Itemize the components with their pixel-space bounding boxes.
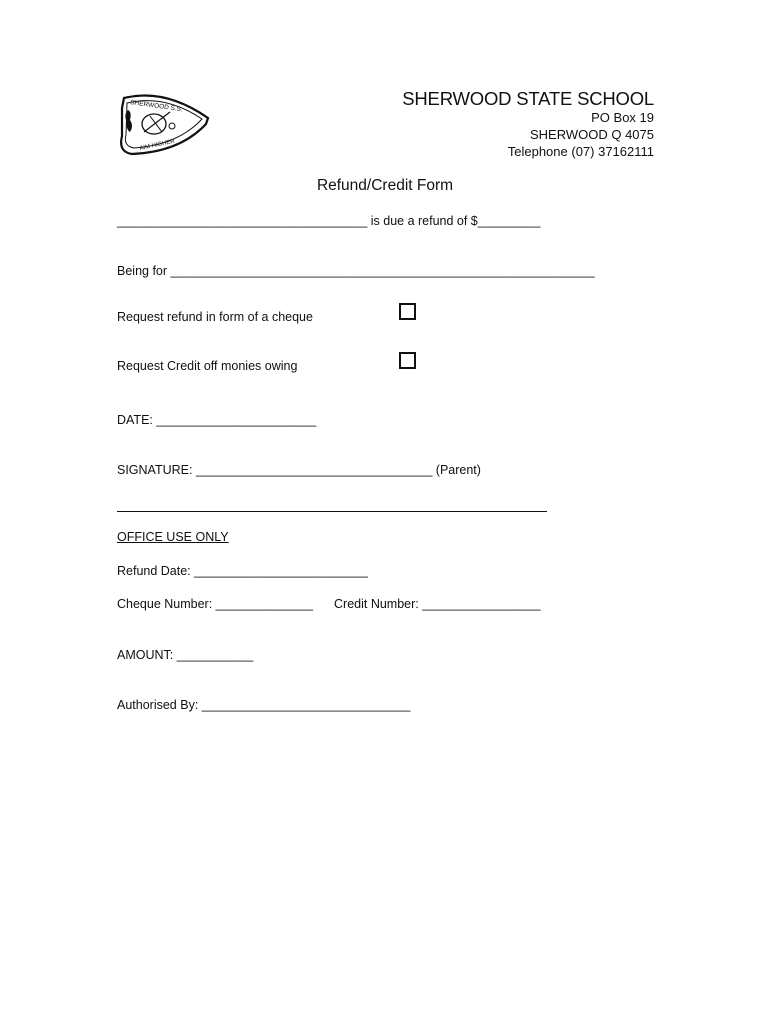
office-use-heading: OFFICE USE ONLY (117, 530, 229, 544)
credit-option-label: Request Credit off monies owing (117, 359, 298, 373)
signature-line: SIGNATURE: __________________________________ (Parent) (117, 463, 481, 477)
cheque-checkbox[interactable] (399, 303, 416, 320)
credit-checkbox[interactable] (399, 352, 416, 369)
svg-text:SHERWOOD S.S.: SHERWOOD S.S. (129, 99, 184, 114)
school-name: SHERWOOD STATE SCHOOL (402, 88, 654, 109)
svg-text:AIM HIGHER: AIM HIGHER (139, 138, 176, 152)
amount-line: AMOUNT: ___________ (117, 648, 254, 662)
refund-recipient-line: ____________________________________ is due a refund of $_________ (117, 214, 541, 228)
cheque-option-label: Request refund in form of a cheque (117, 310, 313, 324)
address-suburb: SHERWOOD Q 4075 (529, 127, 654, 142)
school-logo (110, 90, 216, 158)
date-line: DATE: _______________________ (117, 413, 317, 427)
being-for-line: Being for _____________________________________________________________ (117, 264, 595, 278)
telephone: Telephone (07) 37162111 (507, 144, 654, 159)
section-divider (117, 511, 547, 512)
form-title: Refund/Credit Form (316, 177, 454, 194)
cheque-number-line: Cheque Number: ______________ (117, 597, 313, 611)
authorised-by-line: Authorised By: ______________________________ (117, 698, 411, 712)
refund-date-line: Refund Date: _________________________ (117, 564, 368, 578)
address-po-box: PO Box 19 (591, 110, 654, 125)
credit-number-line: Credit Number: _________________ (334, 597, 541, 611)
